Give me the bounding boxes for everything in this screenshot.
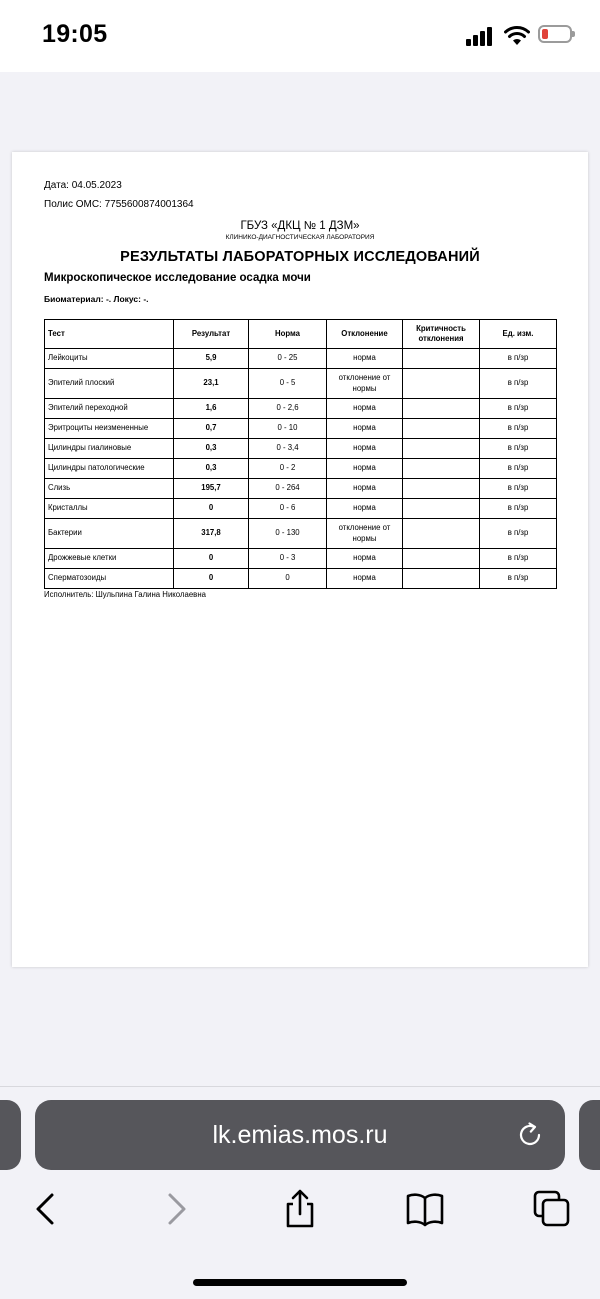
table-row xyxy=(45,419,557,439)
header-result: Результат xyxy=(174,320,249,349)
results-table xyxy=(44,319,557,589)
wifi-icon xyxy=(504,25,530,47)
table-row xyxy=(45,459,557,479)
cell-norm: 0 xyxy=(249,569,327,589)
bookmarks-icon[interactable] xyxy=(405,1189,445,1229)
cell-result: 195,7 xyxy=(174,479,249,499)
cell-criticality xyxy=(403,519,480,549)
cell-criticality xyxy=(403,499,480,519)
cell-test: Цилиндры гиалиновые xyxy=(45,439,174,459)
cell-norm: 0 - 130 xyxy=(249,519,327,549)
cell-norm: 0 - 264 xyxy=(249,479,327,499)
cell-criticality xyxy=(403,439,480,459)
cell-norm: 0 - 3 xyxy=(249,549,327,569)
cell-norm: 0 - 6 xyxy=(249,499,327,519)
cell-unit: в п/зр xyxy=(480,499,557,519)
cell-result: 5,9 xyxy=(174,349,249,369)
cell-result: 0,3 xyxy=(174,439,249,459)
cell-norm: 0 - 25 xyxy=(249,349,327,369)
back-icon[interactable] xyxy=(26,1189,66,1229)
header-norm: Норма xyxy=(249,320,327,349)
home-indicator xyxy=(193,1279,407,1286)
status-time: 19:05 xyxy=(42,20,108,48)
forward-icon[interactable] xyxy=(156,1189,196,1229)
cell-result: 0 xyxy=(174,499,249,519)
cell-deviation: норма xyxy=(327,479,403,499)
table-row xyxy=(45,349,557,369)
status-bar xyxy=(0,0,600,72)
cell-result: 23,1 xyxy=(174,369,249,399)
cell-result: 0,3 xyxy=(174,459,249,479)
cell-deviation: норма xyxy=(327,439,403,459)
cell-unit: в п/зр xyxy=(480,569,557,589)
table-row xyxy=(45,519,557,549)
tabs-icon[interactable] xyxy=(532,1189,572,1229)
cell-test: Бактерии xyxy=(45,519,174,549)
table-row xyxy=(45,549,557,569)
cell-deviation: норма xyxy=(327,499,403,519)
table-header-row xyxy=(45,320,557,349)
share-icon[interactable] xyxy=(280,1189,320,1229)
cell-test: Кристаллы xyxy=(45,499,174,519)
cell-criticality xyxy=(403,479,480,499)
biomaterial-info: Биоматериал: -. Локус: -. xyxy=(44,294,149,304)
cell-norm: 0 - 2,6 xyxy=(249,399,327,419)
cell-result: 0,7 xyxy=(174,419,249,439)
battery-low-icon xyxy=(538,25,572,43)
cell-result: 0 xyxy=(174,569,249,589)
cell-criticality xyxy=(403,419,480,439)
table-row xyxy=(45,569,557,589)
cell-result: 1,6 xyxy=(174,399,249,419)
cell-norm: 0 - 10 xyxy=(249,419,327,439)
cell-criticality xyxy=(403,549,480,569)
cell-unit: в п/зр xyxy=(480,399,557,419)
cell-deviation: норма xyxy=(327,549,403,569)
cell-criticality xyxy=(403,369,480,399)
status-icons xyxy=(466,24,576,50)
cell-criticality xyxy=(403,349,480,369)
cell-criticality xyxy=(403,459,480,479)
cell-unit: в п/зр xyxy=(480,369,557,399)
cell-test: Дрожжевые клетки xyxy=(45,549,174,569)
executor-name: Исполнитель: Шульпина Галина Николаевна xyxy=(44,590,206,599)
lab-report-page xyxy=(12,152,588,967)
header-unit: Ед. изм. xyxy=(480,320,557,349)
cell-test: Цилиндры патологические xyxy=(45,459,174,479)
insurance-policy: Полис ОМС: 7755600874001364 xyxy=(44,199,194,210)
cell-test: Слизь xyxy=(45,479,174,499)
cell-unit: в п/зр xyxy=(480,549,557,569)
browser-toolbar xyxy=(0,1086,600,1299)
department-name: КЛИНИКО-ДИАГНОСТИЧЕСКАЯ ЛАБОРАТОРИЯ xyxy=(225,234,375,241)
header-deviation: Отклонение xyxy=(327,320,403,349)
cell-unit: в п/зр xyxy=(480,439,557,459)
previous-tab-preview[interactable] xyxy=(0,1100,21,1170)
cell-test: Эритроциты неизмененные xyxy=(45,419,174,439)
table-row xyxy=(45,439,557,459)
table-row xyxy=(45,479,557,499)
cell-criticality xyxy=(403,569,480,589)
header-criticality: Критичность отклонения xyxy=(403,320,480,349)
cell-test: Эпителий плоский xyxy=(45,369,174,399)
report-date: Дата: 04.05.2023 xyxy=(44,180,122,191)
report-subtitle: Микроскопическое исследование осадка мочи xyxy=(44,272,311,284)
cell-test: Сперматозоиды xyxy=(45,569,174,589)
header-test: Тест xyxy=(45,320,174,349)
table-row xyxy=(45,369,557,399)
url-text[interactable]: lk.emias.mos.ru xyxy=(212,1121,388,1149)
table-row xyxy=(45,399,557,419)
reload-icon[interactable] xyxy=(515,1120,545,1150)
address-bar[interactable] xyxy=(35,1100,565,1170)
cell-test: Лейкоциты xyxy=(45,349,174,369)
cell-result: 317,8 xyxy=(174,519,249,549)
cell-unit: в п/зр xyxy=(480,349,557,369)
cell-deviation: норма xyxy=(327,459,403,479)
cell-result: 0 xyxy=(174,549,249,569)
table-row xyxy=(45,499,557,519)
cell-deviation: норма xyxy=(327,349,403,369)
cell-criticality xyxy=(403,399,480,419)
report-title: РЕЗУЛЬТАТЫ ЛАБОРАТОРНЫХ ИССЛЕДОВАНИЙ xyxy=(120,249,480,265)
cell-norm: 0 - 2 xyxy=(249,459,327,479)
organization-name: ГБУЗ «ДКЦ № 1 ДЗМ» xyxy=(240,220,360,232)
cell-unit: в п/зр xyxy=(480,459,557,479)
cell-norm: 0 - 5 xyxy=(249,369,327,399)
cell-deviation: норма xyxy=(327,399,403,419)
cell-unit: в п/зр xyxy=(480,419,557,439)
cell-deviation: отклонение от нормы xyxy=(327,369,403,399)
cell-deviation: отклонение от нормы xyxy=(327,519,403,549)
cell-deviation: норма xyxy=(327,419,403,439)
cell-test: Эпителий переходной xyxy=(45,399,174,419)
next-tab-preview[interactable] xyxy=(579,1100,600,1170)
cell-unit: в п/зр xyxy=(480,479,557,499)
cell-deviation: норма xyxy=(327,569,403,589)
cell-norm: 0 - 3,4 xyxy=(249,439,327,459)
signal-icon xyxy=(466,24,496,46)
cell-unit: в п/зр xyxy=(480,519,557,549)
